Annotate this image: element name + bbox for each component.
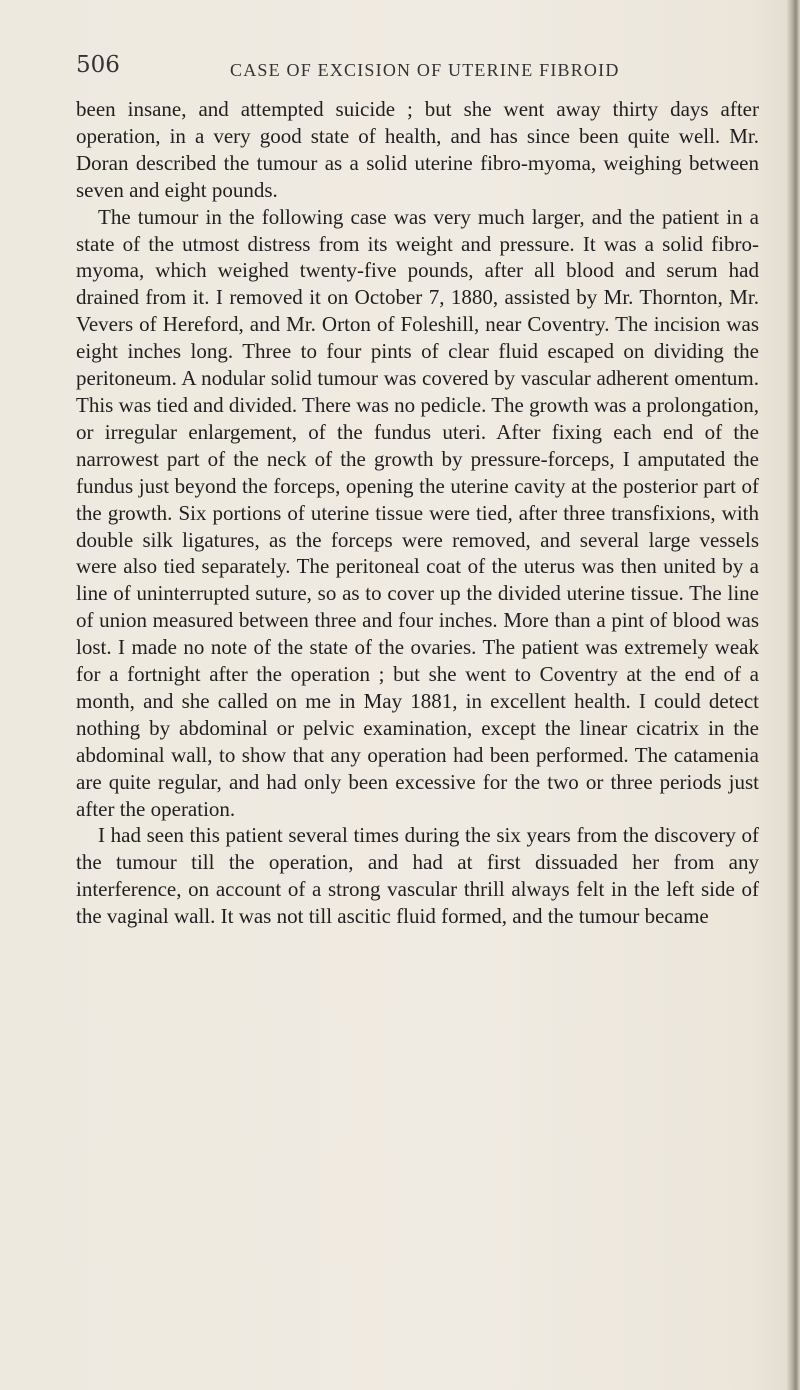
- paragraph-second-case: The tumour in the following case was very much larger, and the patient in a state of the utmost distress from its weight and pressure. It was a solid fibro-myoma, which weighed twenty-five pounds, after all blood and serum had drained from it. I removed it on October 7, 1880, assisted by Mr. Thornton, Mr. Vevers of Hereford, and Mr. Orton of Foleshill, near Coventry. The incision was eight inches long. Three to four pints of clear fluid escaped on dividing the peritoneum. A nodular solid tumour was covered by vascular adherent omentum. This was tied and divided. There was no pedicle. The growth was a prolongation, or irregular enlargement, of the fundus uteri. After fixing each end of the narrowest part of the neck of the growth by pressure-forceps, I amputated the fundus just beyond the forceps, opening the uterine cavity at the posterior part of the growth. Six portions of uterine tissue were tied, after three transfixions, with double silk ligatures, as the forceps were removed, and several large vessels were also tied separately. The peritoneal coat of the uterus was then united by a line of uninterrupted suture, so as to cover up the divided uterine tissue. The line of union measured between three and four inches. More than a pint of blood was lost. I made no note of the state of the ovaries. The patient was extremely weak for a fortnight after the operation ; but she went to Coventry at the end of a month, and she called on me in May 1881, in excellent health. I could detect nothing by abdominal or pelvic examination, except the linear cicatrix in the abdominal wall, to show that any operation had been performed. The catamenia are quite regular, and had only been excessive for the two or three periods just after the operation.: [76, 204, 759, 821]
- page-header: [76, 52, 760, 88]
- paragraph-history: I had seen this patient several times during the six years from the discovery of the tumour till the operation, and had at first dissuaded her from any interference, on account of a strong vascular thrill always felt in the left side of the vaginal wall. It was not till ascitic fluid formed, and the tumour became: [76, 823, 759, 929]
- paragraph-continuation: been insane, and attempted suicide ; but she went away thirty days after operation, in a very good state of health, and has since been quite well. Mr. Doran described the tumour as a solid uterine fibro-myoma, weighing between seven and eight pounds.: [76, 97, 759, 202]
- body-text: [76, 96, 759, 930]
- running-title: CASE OF EXCISION OF UTERINE FIBROID: [230, 60, 620, 80]
- page-number: 506: [76, 52, 120, 78]
- page-binding-edge: [786, 0, 800, 1390]
